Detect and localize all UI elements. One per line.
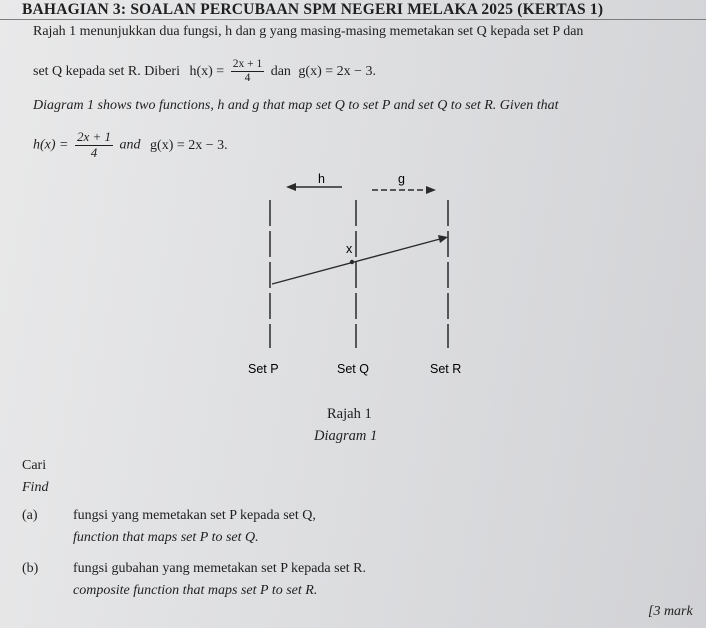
arrow-g-label: g bbox=[398, 172, 405, 186]
part-b-en: composite function that maps set P to set R. bbox=[73, 583, 318, 598]
h-function-lhs-en: h(x) = bbox=[33, 137, 69, 153]
part-a-ms: fungsi yang memetakan set P kepada set Q, bbox=[73, 508, 316, 523]
h-denominator-en: 4 bbox=[90, 144, 98, 160]
mapping-arrow-head bbox=[438, 235, 448, 243]
intro-ms-line2 bbox=[33, 58, 376, 85]
h-fraction-en bbox=[75, 130, 113, 161]
point-x-dot bbox=[350, 260, 354, 264]
h-numerator-en: 2x + 1 bbox=[77, 129, 112, 144]
caption-ms: Rajah 1 bbox=[327, 406, 372, 422]
intro-en-line1: Diagram 1 shows two functions, h and g that map set Q to set P and set Q to set R. Given that bbox=[33, 98, 559, 113]
set-r-label: Set R bbox=[430, 362, 462, 376]
find-en: Find bbox=[22, 480, 49, 495]
set-q-label: Set Q bbox=[337, 362, 369, 376]
arrow-h-head bbox=[286, 183, 296, 191]
conjunction-and: and bbox=[119, 137, 141, 153]
find-ms: Cari bbox=[22, 458, 47, 473]
g-function-en: g(x) = 2x − 3. bbox=[150, 137, 228, 153]
caption-en: Diagram 1 bbox=[314, 428, 378, 444]
part-b-label: (b) bbox=[22, 561, 39, 576]
h-denominator-ms: 4 bbox=[244, 72, 251, 85]
conjunction-dan: dan bbox=[270, 63, 291, 79]
set-p-label: Set P bbox=[248, 362, 279, 376]
intro-ms-line2-text: set Q kepada set R. Diberi bbox=[33, 63, 180, 79]
part-b-ms: fungsi gubahan yang memetakan set P kepada set R. bbox=[73, 561, 367, 576]
arrow-g-head bbox=[426, 186, 436, 194]
h-function-lhs-ms: h(x) = bbox=[189, 63, 225, 79]
marks-label: [3 mark bbox=[648, 604, 693, 619]
g-function-ms: g(x) = 2x − 3. bbox=[298, 63, 377, 79]
function-diagram bbox=[0, 160, 706, 390]
h-numerator-ms: 2x + 1 bbox=[231, 58, 265, 72]
intro-en-line2 bbox=[33, 130, 228, 161]
part-a-label: (a) bbox=[22, 508, 38, 523]
point-x-label: x bbox=[346, 242, 353, 256]
paper-header: BAHAGIAN 3: SOALAN PERCUBAAN SPM NEGERI MELAKA 2025 (KERTAS 1) bbox=[22, 1, 604, 18]
header-rule bbox=[0, 19, 706, 20]
intro-ms-line1: Rajah 1 menunjukkan dua fungsi, h dan g yang masing-masing memetakan set Q kepada set P dan bbox=[33, 24, 584, 39]
part-a-en: function that maps set P to set Q. bbox=[73, 530, 259, 545]
h-fraction-ms bbox=[231, 58, 265, 85]
arrow-h-label: h bbox=[318, 172, 325, 186]
